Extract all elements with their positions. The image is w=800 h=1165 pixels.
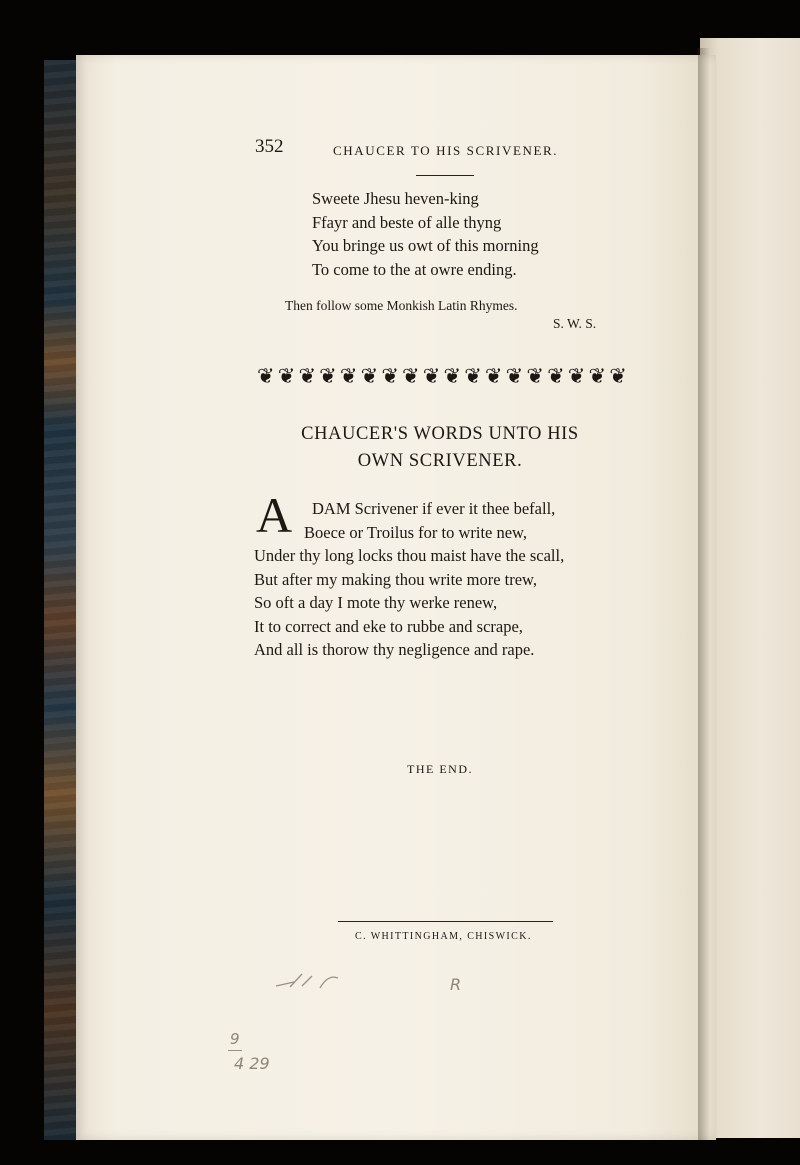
pencil-mark: 9 (230, 1030, 240, 1048)
fleuron-icon: ❦ (402, 364, 420, 388)
poem-line: So oft a day I mote thy werke renew, (254, 593, 498, 612)
fleuron-icon: ❦ (547, 364, 565, 388)
fleuron-icon: ❦ (588, 364, 607, 388)
fleuron-icon: ❦ (319, 364, 337, 388)
fleuron-icon: ❦ (298, 364, 317, 388)
fleuron-icon: ❦ (484, 364, 503, 388)
section-title-continued: OWN SCRIVENER. (357, 451, 523, 471)
fleuron-icon: ❦ (567, 364, 586, 388)
fleuron-icon: ❦ (381, 364, 399, 388)
page-gutter-shadow (698, 48, 710, 1140)
section-title: CHAUCER'S WORDS UNTO HIS (301, 424, 579, 444)
fleuron-icon: ❦ (609, 364, 627, 388)
head-rule (416, 175, 474, 176)
poem-line: Boece or Troilus for to write new, (304, 522, 528, 542)
fleuron-icon: ❦ (464, 364, 482, 388)
verse-line: Ffayr and beste of alle thyng (312, 212, 502, 232)
drop-cap: A (256, 487, 293, 543)
show-through-decoration (300, 680, 600, 880)
pencil-mark: 4 29 (234, 1054, 270, 1073)
prayer-verse (312, 187, 539, 281)
poem-line: It to correct and eke to rubbe and scrape, (254, 616, 523, 636)
editorial-note: Then follow some Monkish Latin Rhymes. (285, 298, 518, 313)
fleuron-icon: ❦ (360, 364, 379, 388)
book-spine (44, 60, 80, 1140)
poem-line: DAM Scrivener if ever it thee befall, (312, 499, 556, 518)
fleuron-icon: ❦ (339, 364, 358, 388)
fleuron-icon: ❦ (526, 364, 544, 388)
ornamental-band (257, 364, 627, 388)
pencil-scribble-icon (272, 968, 342, 992)
fleuron-icon: ❦ (277, 364, 296, 388)
page-number: 352 (255, 136, 284, 157)
poem (254, 497, 564, 662)
verse-line: You bringe us owt of this morning (312, 236, 539, 255)
poem-line: And all is thorow thy negligence and rape. (254, 640, 535, 659)
the-end: THE END. (407, 762, 473, 776)
verse-line: To come to the at owre ending. (312, 259, 517, 279)
running-head: CHAUCER TO HIS SCRIVENER. (333, 143, 559, 158)
fleuron-icon: ❦ (505, 364, 524, 388)
pencil-mark: R (450, 975, 462, 994)
fleuron-icon: ❦ (257, 364, 275, 388)
fleuron-icon: ❦ (443, 364, 462, 388)
pencil-fraction-rule (228, 1050, 242, 1051)
printer-imprint: C. WHITTINGHAM, CHISWICK. (355, 931, 532, 942)
verse-line: Sweete Jhesu heven-king (312, 189, 479, 208)
signature: S. W. S. (553, 316, 597, 331)
poem-line: Under thy long locks thou maist have the scall, (254, 546, 565, 565)
colophon-rule (338, 921, 553, 922)
fleuron-icon: ❦ (422, 364, 441, 388)
poem-line: But after my making thou write more trew, (254, 569, 538, 589)
